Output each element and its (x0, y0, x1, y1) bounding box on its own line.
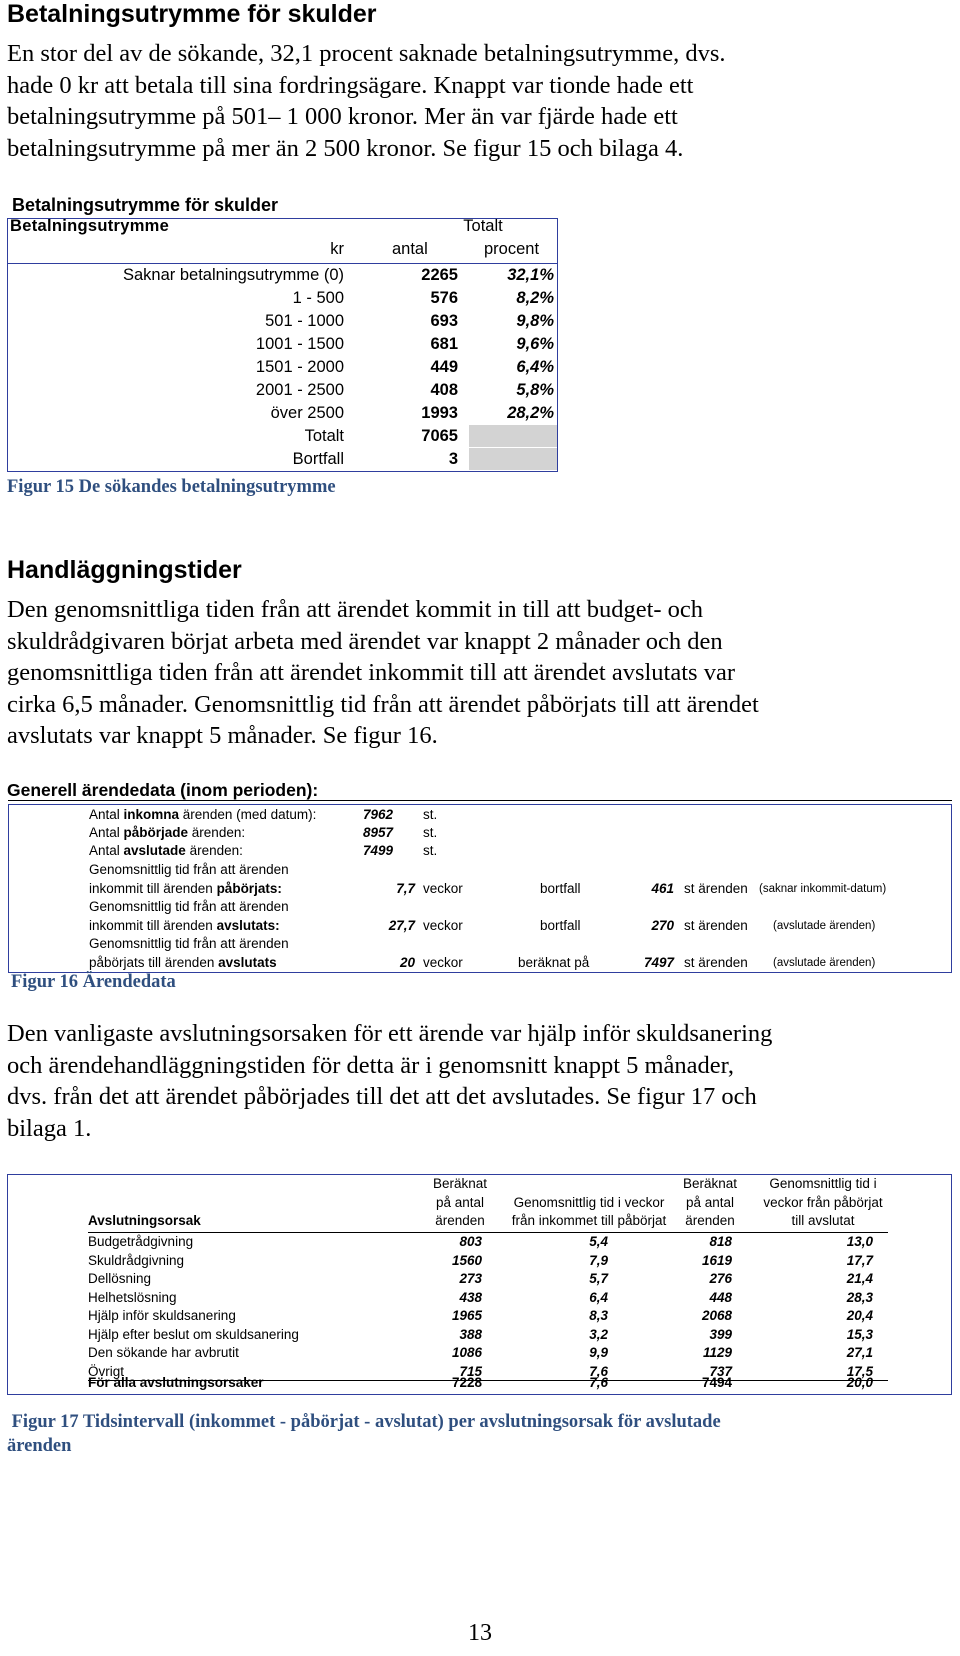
table-row-total: För alla avslutningsorsaker 7228 7,6 7494 20,0 (88, 1375, 873, 1390)
table-row: Hjälp inför skuldsanering 1965 8,3 2068 20,4 (88, 1308, 873, 1323)
figure16-block-label: påbörjats till ärenden avslutats (89, 955, 277, 970)
figure15-empty-cell (469, 448, 557, 470)
page-number: 13 (468, 1620, 492, 1646)
paragraph-handlaggningstider: Den genomsnittliga tiden från att ärendet kommit in till att budget- och skuldrådgivaren börjat arbeta med ärendet var knappt 2 månader och den genomsnittliga tiden från att ärendet inkommit till att ärendet avslutats var cirka 6,5 månader. Genomsnittlig tid från att ärendet påbörjats till att ärendet avslutats var knappt 5 månader. Se figur 16. (7, 596, 759, 749)
figure16-unit: veckor (423, 918, 463, 933)
figure16-count-unit: st ärenden (684, 918, 748, 933)
figure16-value: 7,7 (396, 881, 415, 896)
list-item: Antal avslutade ärenden: (89, 843, 243, 858)
section-heading-betalningsutrymme: Betalningsutrymme för skulder (7, 0, 377, 28)
figure15-title: Betalningsutrymme för skulder (12, 195, 279, 215)
list-item: Antal påbörjade ärenden: (89, 825, 246, 840)
figure16-block-label: inkommit till ärenden påbörjats: (89, 881, 282, 896)
figure16-unit: st. (423, 825, 438, 840)
figure16-block-label: Genomsnittlig tid från att ärenden (89, 862, 289, 877)
table-row: Helhetslösning 438 6,4 448 28,3 (88, 1289, 873, 1305)
table-row: Hjälp efter beslut om skuldsanering 388 3,2 399 15,3 (88, 1326, 873, 1342)
figure15-col-group: Totalt (463, 217, 503, 235)
figure16-note: (avslutade ärenden) (773, 920, 876, 932)
figure16-count-unit: st ärenden (684, 881, 748, 896)
figure15-col-kr: kr (330, 240, 344, 258)
figure17-header-c2: Genomsnittlig tid i veckor från inkommet till påbörjat (511, 1194, 667, 1228)
figure16-note: (avslutade ärenden) (773, 957, 876, 969)
figure16-count-unit: st ärenden (684, 955, 748, 970)
section-heading-handlaggningstider: Handläggningstider (7, 556, 242, 584)
figure15-col-antal: antal (392, 240, 428, 258)
paragraph-avslutningsorsak: Den vanligaste avslutningsorsaken för ett ärende var hjälp inför skuldsanering och ärendehandläggningstiden för detta är i genomsnitt knappt 5 månader, dvs. från det att ärendet påbörjades till det att det avslutades. Se figur 17 och bilaga 1. (7, 1020, 773, 1142)
figure16-count: 461 (651, 881, 674, 896)
figure16-title: Generell ärendedata (inom perioden): (7, 780, 319, 800)
figure16-note: (saknar inkommit-datum) (759, 883, 887, 895)
figure16-value: 20 (399, 955, 415, 970)
table-row: Dellösning 273 5,7 276 21,4 (88, 1271, 873, 1286)
figure16-count: 7497 (643, 955, 674, 970)
table-row: Budgetrådgivning 803 5,4 818 13,0 (88, 1234, 873, 1249)
figure16-value: 27,7 (388, 918, 415, 933)
figure16-block-label: inkommit till ärenden avslutats: (89, 918, 280, 933)
figure15-caption: Figur 15 De sökandes betalningsutrymme (7, 477, 336, 497)
figure17-caption-line1: Figur 17 Tidsintervall (inkommet - påbörjat - avslutat) per avslutningsorsak för avslutade (7, 1412, 721, 1432)
figure16-caption: Figur 16 Ärendedata (11, 972, 176, 992)
figure17-caption-line2: ärenden (7, 1436, 72, 1456)
table-row: Övrigt 715 7,6 737 17,5 (88, 1363, 873, 1379)
figure16-value: 8957 (362, 825, 393, 840)
figure16-title-rule (8, 800, 952, 801)
figure15-col-procent: procent (484, 240, 540, 258)
figure17-header-c4: Genomsnittlig tid i veckor från påbörjat till avslutat (763, 1176, 883, 1228)
figure15-table: Betalningsutrymme Totalt kr antal procent Saknar betalningsutrymme (0) 2265 32,1% 1 - 500 576 8,2% 501 - 1000 693 9,8% 1001 - 1500 681 9,6% 1501 - 2000 449 6,4% 2001 - 2500 408 5,8% över 2500 1993 28,2% Totalt 7065 Bortfall 3 (7, 218, 558, 472)
figure15-row-header: Betalningsutrymme (10, 217, 170, 235)
figure16-block-label: Genomsnittlig tid från att ärenden (89, 899, 289, 914)
list-item: Antal inkomna ärenden (med datum): (89, 807, 317, 822)
figure16-mid: beräknat på (518, 955, 590, 970)
figure17-header-label: Avslutningsorsak (88, 1213, 201, 1228)
figure16-box (8, 804, 952, 973)
figure16-unit: st. (423, 807, 438, 822)
figure16-mid: bortfall (540, 918, 581, 933)
figure17-header-c1: Beräknat på antal ärenden (432, 1176, 488, 1228)
figure17-table (7, 1174, 952, 1395)
figure16-unit: veckor (423, 955, 463, 970)
figure16-value: 7962 (362, 807, 393, 822)
figure16-unit: veckor (423, 881, 463, 896)
paragraph-betalningsutrymme: En stor del av de sökande, 32,1 procent saknade betalningsutrymme, dvs. hade 0 kr att betala till sina fordringsägare. Knappt var tionde hade ett betalningsutrymme på 501– 1 000 kronor. Mer än var fjärde hade ett betalningsutrymme på mer än 2 500 kronor. Se figur 15 och bilaga 4. (7, 40, 726, 162)
figure16-value: 7499 (362, 843, 393, 858)
table-row: Den sökande har avbrutit 1086 9,9 1129 27,1 (88, 1345, 873, 1360)
figure16-unit: st. (423, 843, 438, 858)
figure16-block-label: Genomsnittlig tid från att ärenden (89, 936, 289, 951)
figure17-header-c3: Beräknat på antal ärenden (682, 1176, 738, 1228)
figure15-empty-cell (469, 425, 557, 447)
figure16-mid: bortfall (540, 881, 581, 896)
table-row: Skuldrådgivning 1560 7,9 1619 17,7 (88, 1252, 873, 1268)
figure16-count: 270 (651, 918, 674, 933)
